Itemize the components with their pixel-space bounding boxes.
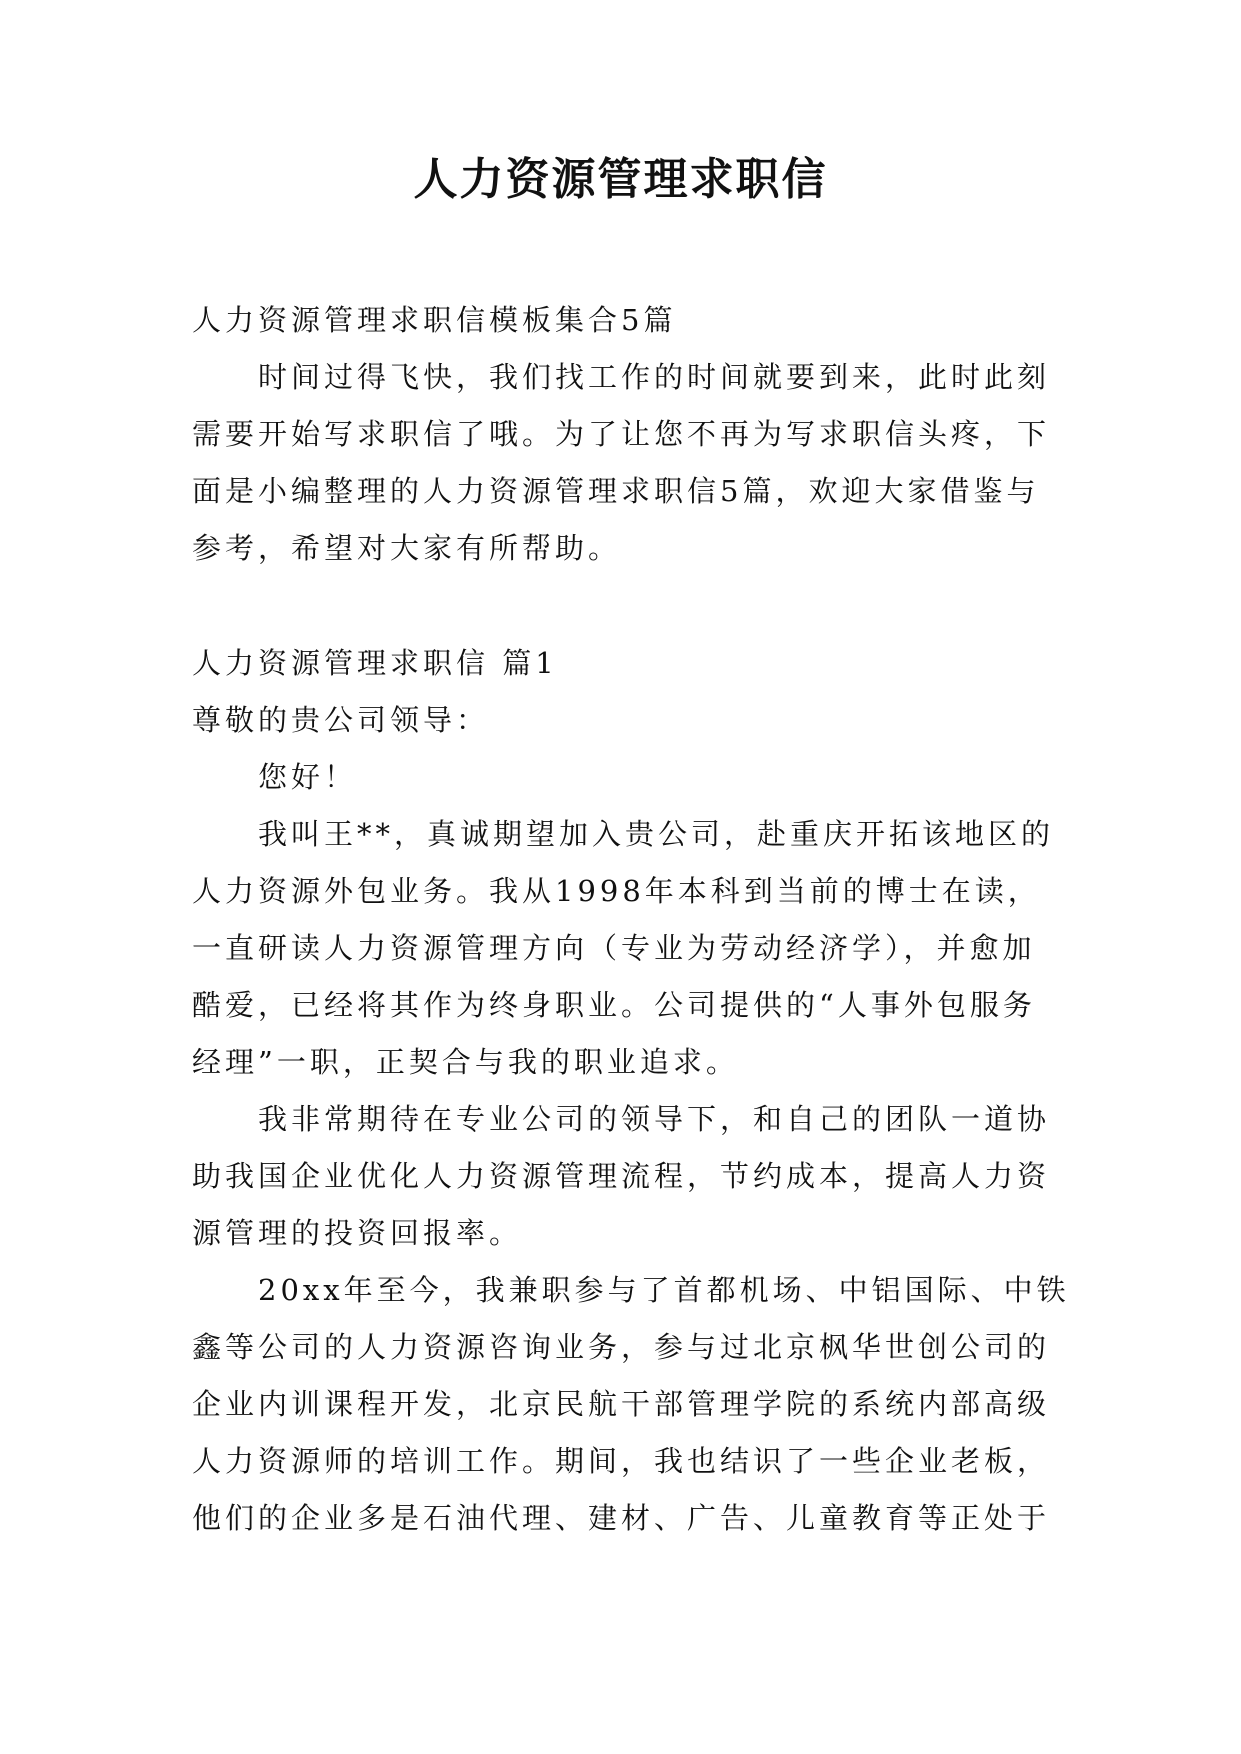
- intro-line: 面是小编整理的人力资源管理求职信5篇，欢迎大家借鉴与: [192, 474, 1040, 508]
- paragraph-line: 经理”一职，正契合与我的职业追求。: [192, 1045, 739, 1079]
- paragraph-line: 助我国企业优化人力资源管理流程，节约成本，提高人力资: [192, 1159, 1051, 1193]
- paragraph-line: 人力资源师的培训工作。期间，我也结识了一些企业老板，: [192, 1444, 1051, 1478]
- paragraph-line: 酷爱，已经将其作为终身职业。公司提供的“人事外包服务: [192, 988, 1036, 1022]
- document-title: 人力资源管理求职信: [413, 154, 828, 205]
- intro-line: 参考，希望对大家有所帮助。: [192, 531, 622, 565]
- document-body: [192, 292, 1070, 1547]
- salutation: 尊敬的贵公司领导：: [192, 703, 490, 737]
- paragraph-line: 企业内训课程开发，北京民航干部管理学院的系统内部高级: [192, 1387, 1051, 1421]
- document-subtitle: 人力资源管理求职信模板集合5篇: [192, 303, 677, 337]
- paragraph-line: 我叫王**，真诚期望加入贵公司，赴重庆开拓该地区的: [258, 817, 1055, 851]
- paragraph-line: 他们的企业多是石油代理、建材、广告、儿童教育等正处于: [192, 1501, 1051, 1535]
- paragraph-line: 我非常期待在专业公司的领导下，和自己的团队一道协: [258, 1102, 1051, 1136]
- greeting: 您好！: [258, 760, 358, 794]
- intro-line: 时间过得飞快，我们找工作的时间就要到来，此时此刻: [258, 360, 1051, 394]
- section-heading: 人力资源管理求职信 篇1: [192, 646, 558, 680]
- paragraph-gap: [192, 577, 1052, 635]
- intro-line: 需要开始写求职信了哦。为了让您不再为写求职信头疼，下: [192, 417, 1051, 451]
- paragraph-line: 一直研读人力资源管理方向（专业为劳动经济学），并愈加: [192, 931, 1036, 965]
- paragraph-line: 源管理的投资回报率。: [192, 1216, 523, 1250]
- paragraph-line: 人力资源外包业务。我从1998年本科到当前的博士在读，: [192, 874, 1041, 908]
- paragraph-line: 20xx年至今，我兼职参与了首都机场、中铝国际、中铁: [258, 1273, 1070, 1307]
- paragraph-line: 鑫等公司的人力资源咨询业务，参与过北京枫华世创公司的: [192, 1330, 1051, 1364]
